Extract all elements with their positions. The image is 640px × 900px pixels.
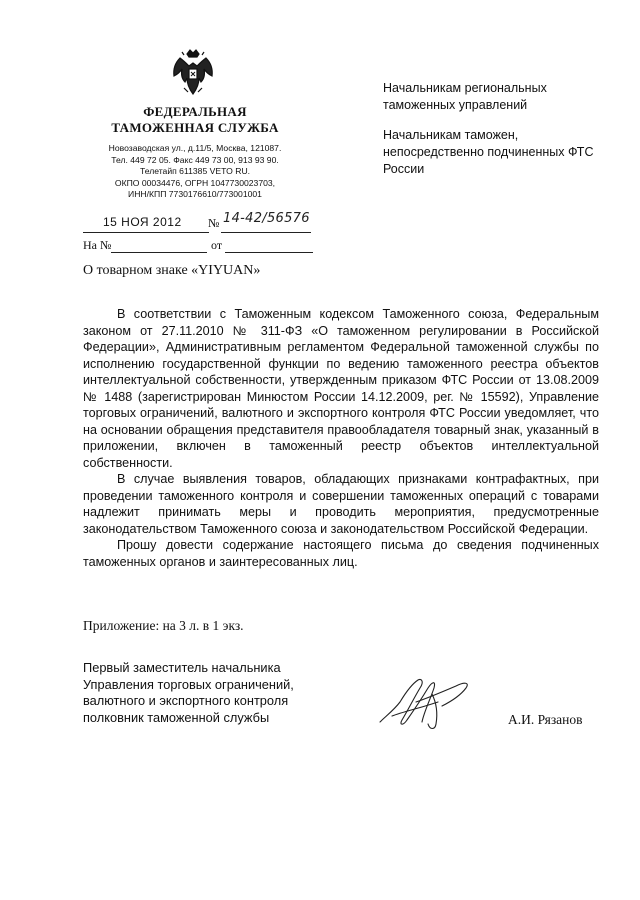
reference-line xyxy=(83,238,313,256)
coat-of-arms-icon xyxy=(170,48,216,100)
inn-line: ИНН/КПП 7730176610/773001001 xyxy=(128,189,262,200)
phone-line: Тел. 449 72 05. Факс 449 73 00, 913 93 90. xyxy=(111,154,279,165)
attachment-note: Приложение: на 3 л. в 1 экз. xyxy=(83,618,244,633)
body-paragraph: Прошу довести содержание настоящего письма до сведения подчиненных таможенных органов и заинтересованных лиц. xyxy=(83,538,599,569)
okpo-line: ОКПО 00034476, ОГРН 1047730023703, xyxy=(114,177,276,188)
number-underline xyxy=(221,232,311,233)
date-underline xyxy=(83,232,209,233)
signer-position xyxy=(83,660,343,726)
addressee-item: Начальникам региональных таможенных управлений xyxy=(383,81,547,112)
reference-date-label: от xyxy=(211,238,223,252)
handwritten-signature xyxy=(372,672,487,732)
organization-name-line: ТАМОЖЕННАЯ СЛУЖБА xyxy=(111,120,279,135)
registration-date-stamp: 15 НОЯ 2012 xyxy=(103,215,182,229)
reference-date-underline xyxy=(225,252,313,253)
signer-position-line: полковник таможенной службы xyxy=(83,709,270,725)
registration-line xyxy=(83,211,313,235)
number-label: № xyxy=(208,216,220,230)
addressee-item: Начальникам таможен, непосредственно подчиненных ФТС России xyxy=(383,128,594,176)
signer-name: А.И. Рязанов xyxy=(508,712,583,727)
teletype-line: Телетайп 611385 VETO RU. xyxy=(139,166,251,177)
organization-name-line: ФЕДЕРАЛЬНАЯ xyxy=(143,104,247,119)
signer-position-line: валютного и экспортного контроля xyxy=(83,693,289,708)
body-paragraph: В случае выявления товаров, обладающих признаками контрафактных, при проведении таможенного контроля и совершении таможенных операций с товарами надлежит принимать меры и проводить мероприятия, предусмотренные законодательством Таможенного союза и законодательством Российской Федерации. xyxy=(83,472,599,536)
body-paragraph: В соответствии с Таможенным кодексом Таможенного союза, Федеральным законом от 27.11.2010 № 311-ФЗ «О таможенном регулировании в Российской Федерации», Административным регламентом Федеральной таможенной службы по исполнению государственной функции по ведению таможенного реестра объектов интеллектуальной собственности, утвержденным приказом ФТС России от 13.08.2009 № 1488 (зарегистрирован Минюстом России 14.12.2009, рег. № 15592), Управление торговых ограничений, валютного и экспортного контроля ФТС России уведомляет, что на основании обращения представителя правообладателя товарный знак, указанный в приложении, включен в таможенный реестр объектов интеллектуальной собственности. xyxy=(83,307,599,470)
letter-subject: О товарном знаке «YIYUAN» xyxy=(83,263,261,278)
reference-number-underline xyxy=(111,252,207,253)
signer-position-line: Управления торговых ограничений, xyxy=(83,676,294,692)
organization-name xyxy=(90,104,300,136)
letter-body xyxy=(83,306,599,570)
addressee-block xyxy=(383,80,613,191)
organization-details xyxy=(70,143,320,201)
signer-position-line: Первый заместитель начальника xyxy=(83,660,281,675)
registration-number-handwritten: 14-42/56576 xyxy=(223,211,310,226)
address-line: Новозаводская ул., д.11/5, Москва, 121087. xyxy=(108,143,282,153)
reference-number-label: На № xyxy=(83,238,112,252)
